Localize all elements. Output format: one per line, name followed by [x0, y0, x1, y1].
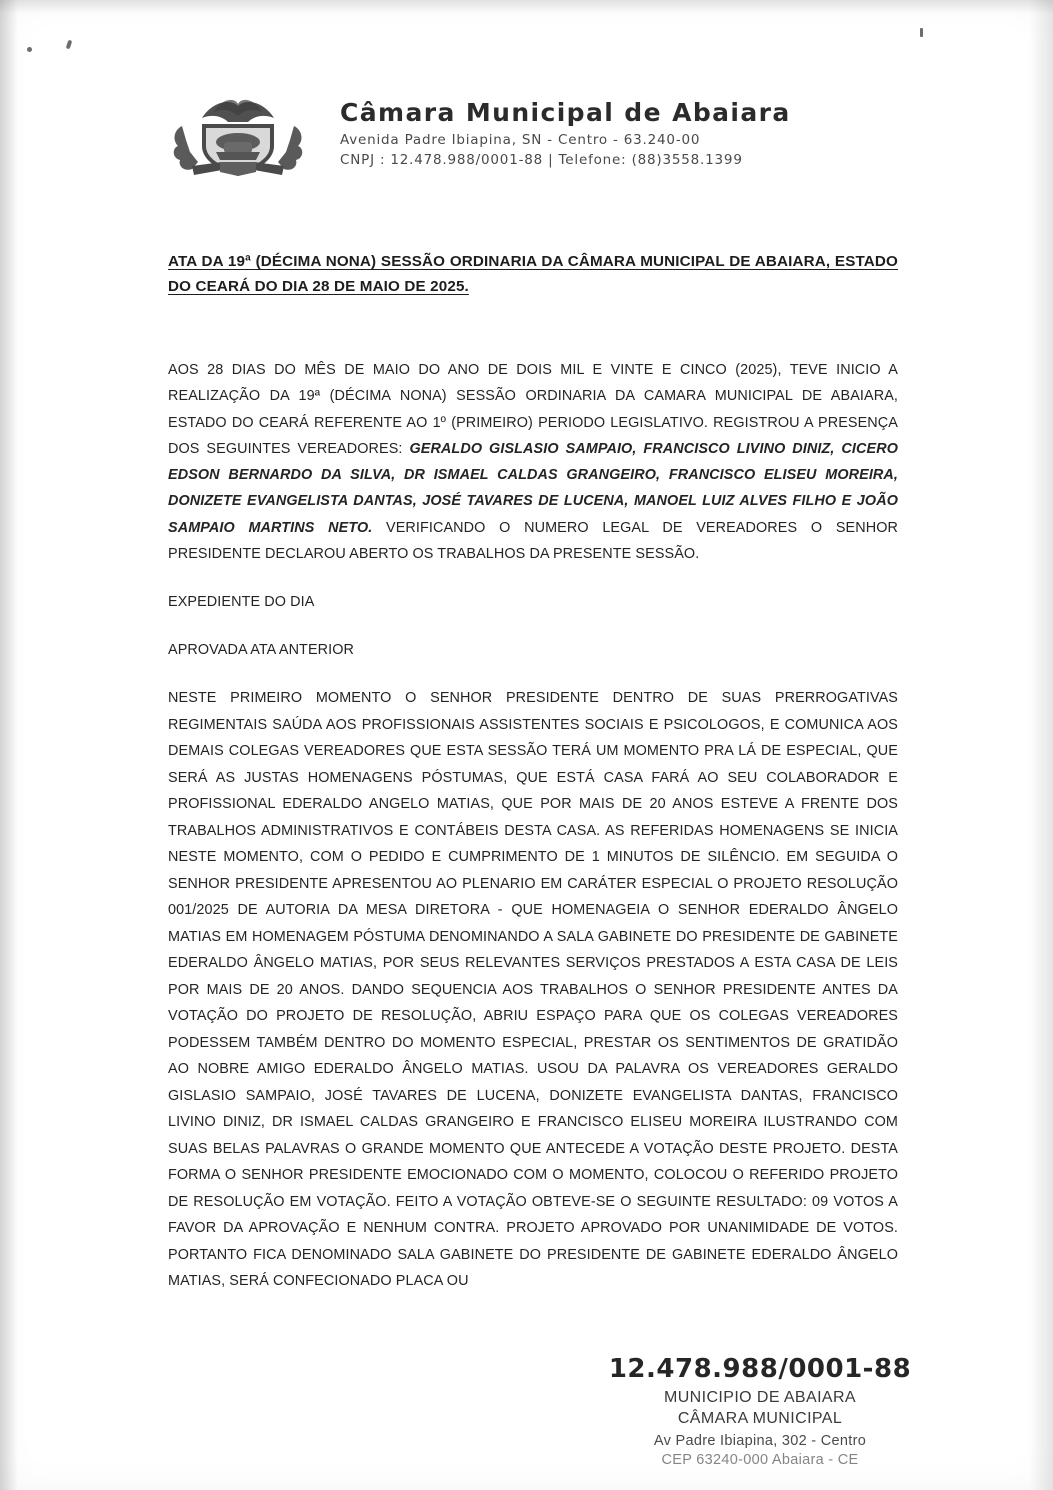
section-expediente: EXPEDIENTE DO DIA — [168, 594, 315, 610]
stamp-address: Av Padre Ibiapina, 302 - Centro — [653, 1433, 867, 1449]
intro-text-before-names: AOS 28 DIAS DO MÊS DE MAIO DO ANO DE DOIS MIL E VINTE E CINCO (2025), TEVE INICIO A REALIZAÇÃO DA 19ª (DÉCIMA NONA) SESSÃO ORDINARIA DA CAMARA MUNICIPAL DE ABAIARA, ESTADO DO CEARÁ REFERENTE AO 1º (PRIMEIRO) PERIODO LEGISLATIVO. REGISTROU A PRESENÇA DOS SEGUINTES VEREADORES: — [168, 362, 898, 457]
intro-paragraph — [168, 357, 898, 567]
document-header — [168, 96, 898, 186]
organization-cnpj-phone: CNPJ : 12.478.988/0001-88 | Telefone: (88)3558.1399 — [340, 152, 743, 168]
scan-speck — [66, 40, 73, 50]
main-paragraph: NESTE PRIMEIRO MOMENTO O SENHOR PRESIDENTE DENTRO DE SUAS PRERROGATIVAS REGIMENTAIS SAÚDA AOS PROFISSIONAIS ASSISTENTES SOCIAIS E PSICOLOGOS, E COMUNICA AOS DEMAIS COLEGAS VEREADORES QUE ESTA SESSÃO TERÁ UM MOMENTO PRA LÁ DE ESPECIAL, QUE SERÁ AS JUSTAS HOMENAGENS PÓSTUMAS, QUE ESTÁ CASA FARÁ AO SEU COLABORADOR E PROFISSIONAL EDERALDO ANGELO MATIAS, QUE POR MAIS DE 20 ANOS ESTEVE A FRENTE DOS TRABALHOS ADMINISTRATIVOS E CONTÁBEIS DESTA CASA. AS REFERIDAS HOMENAGENS SE INICIA NESTE MOMENTO, COM O PEDIDO E CUMPRIMENTO DE 1 MINUTOS DE SILÊNCIO. EM SEGUIDA O SENHOR PRESIDENTE APRESENTOU AO PLENARIO EM CARÁTER ESPECIAL O PROJETO RESOLUÇÃO 001/2025 DE AUTORIA DA MESA DIRETORA - QUE HOMENAGEIA O SENHOR EDERALDO ÂNGELO MATIAS EM HOMENAGEM PÓSTUMA DENOMINANDO A SALA GABINETE DO PRESIDENTE DE GABINETE EDERALDO ÂNGELO MATIAS, POR SEUS RELEVANTES SERVIÇOS PRESTADOS A ESTA CASA DE LEIS POR MAIS DE 20 ANOS. DANDO SEQUENCIA AOS TRABALHOS O SENHOR PRESIDENTE ANTES DA VOTAÇÃO DO PROJETO DE RESOLUÇÃO, ABRIU ESPAÇO PARA QUE OS COLEGAS VEREADORES PODESSEM TAMBÉM DENTRO DO MOMENTO ESPECIAL, PRESTAR OS SENTIMENTOS DE GRATIDÃO AO NOBRE AMIGO EDERALDO ÂNGELO MATIAS. USOU DA PALAVRA OS VEREADORES GERALDO GISLASIO SAMPAIO, JOSÉ TAVARES DE LUCENA, DONIZETE EVANGELISTA DANTAS, FRANCISCO LIVINO DINIZ, DR ISMAEL CALDAS GRANGEIRO E FRANCISCO ELISEU MOREIRA ILUSTRANDO COM SUAS BELAS PALAVRAS O GRANDE MOMENTO QUE ANTECEDE A VOTAÇÃO DESTE PROJETO. DESTA FORMA O SENHOR PRESIDENTE EMOCIONADO COM O MOMENTO, COLOCOU O REFERIDO PROJETO DE RESOLUÇÃO EM VOTAÇÃO. FEITO A VOTAÇÃO OBTEVE-SE O SEGUINTE RESULTADO: 09 VOTOS A FAVOR DA APROVAÇÃO E NENHUM CONTRA. PROJETO APROVADO POR UNANIMIDADE DE VOTOS. PORTANTO FICA DENOMINADO SALA GABINETE DO PRESIDENTE DE GABINETE EDERALDO ÂNGELO MATIAS, SERÁ CONFECIONADO PLACA OU — [168, 690, 898, 1290]
cnpj-stamp — [595, 1354, 925, 1468]
scan-edge-shadow-left — [0, 0, 18, 1490]
document-title: ATA DA 19ª (DÉCIMA NONA) SESSÃO ORDINARIA DA CÂMARA MUNICIPAL DE ABAIARA, ESTADO DO CEARÁ DO DIA 28 DE MAIO DE 2025. — [168, 253, 898, 295]
vereadores-names: GERALDO GISLASIO SAMPAIO, FRANCISCO LIVINO DINIZ, CICERO EDSON BERNARDO DA SILVA, DR ISMAEL CALDAS GRANGEIRO, FRANCISCO ELISEU MOREIRA, DONIZETE EVANGELISTA DANTAS, JOSÉ TAVARES DE LUCENA, MANOEL LUIZ ALVES FILHO E JOÃO SAMPAIO MARTINS NETO. — [168, 440, 898, 536]
stamp-cnpj-number: 12.478.988/0001-88 — [608, 1354, 912, 1384]
stamp-cep: CEP 63240-000 Abaiara - CE — [661, 1452, 859, 1468]
scan-speck — [920, 28, 923, 37]
scan-speck — [27, 47, 32, 52]
coat-of-arms-icon — [168, 96, 308, 182]
organization-name: Câmara Municipal de Abaiara — [340, 98, 791, 127]
document-body — [168, 250, 898, 1295]
scan-edge-shadow-top — [0, 0, 1053, 14]
section-ata-anterior: APROVADA ATA ANTERIOR — [168, 642, 355, 659]
header-text-block — [340, 98, 900, 168]
intro-text-after-names: VERIFICANDO O NUMERO LEGAL DE VEREADORES O SENHOR PRESIDENTE DECLAROU ABERTO OS TRABALHOS DA PRESENTE SESSÃO. — [168, 519, 898, 562]
stamp-municipality: MUNICIPIO DE ABAIARA — [663, 1389, 857, 1406]
scan-edge-shadow-right — [1029, 0, 1053, 1490]
organization-address: Avenida Padre Ibiapina, SN - Centro - 63.240-00 — [340, 132, 701, 148]
stamp-organization: CÂMARA MUNICIPAL — [677, 1410, 843, 1427]
